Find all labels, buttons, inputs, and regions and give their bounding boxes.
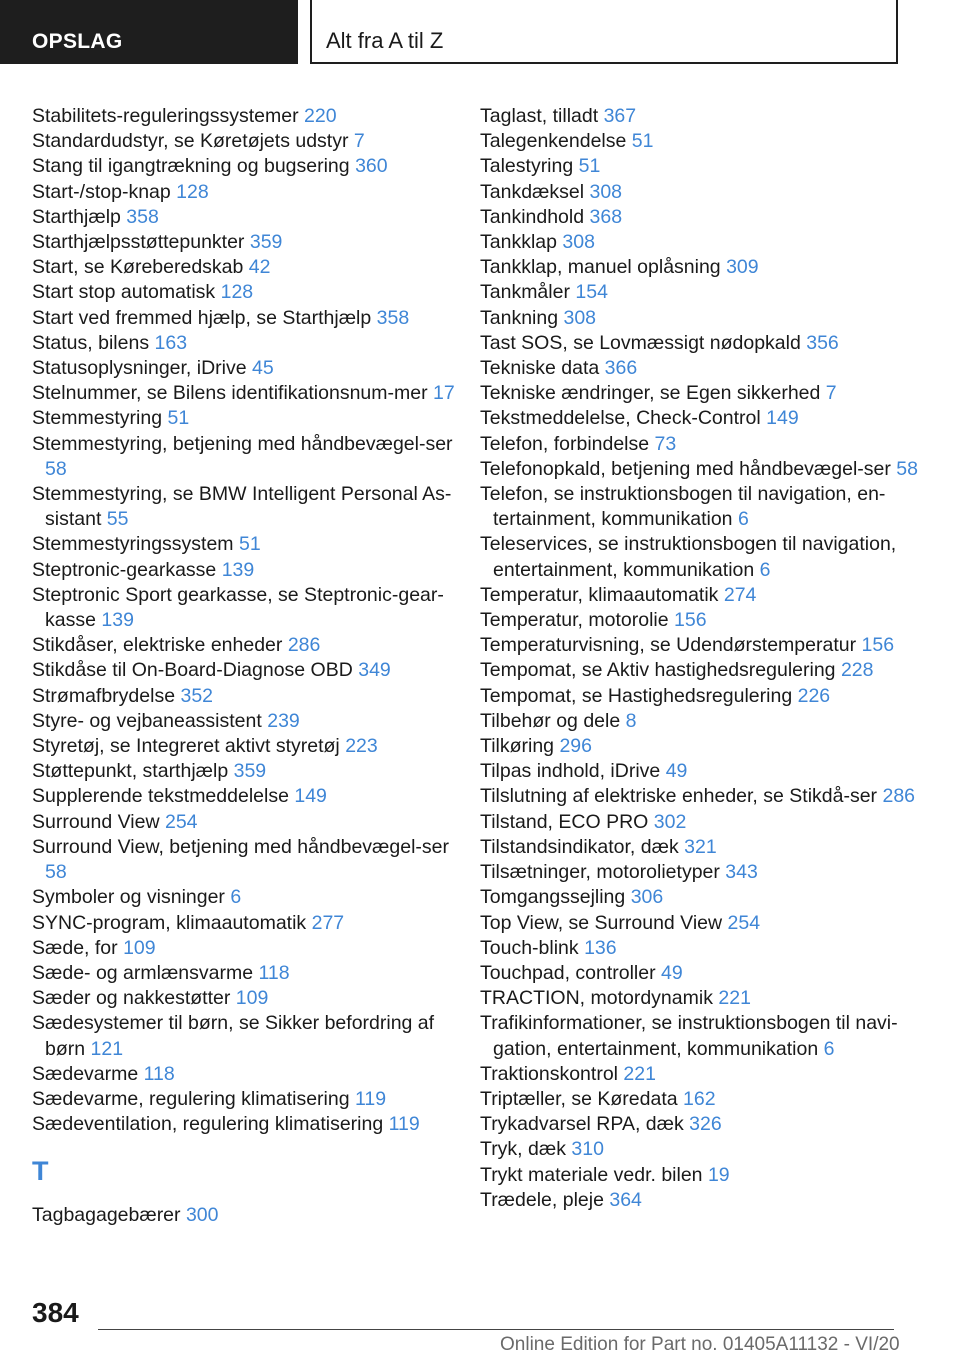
index-entry-text: Tankdæksel [480, 180, 585, 203]
page-link[interactable]: 226 [797, 684, 831, 707]
page-link[interactable]: 359 [233, 760, 267, 783]
index-entry-text: Start, se Køreberedskab [32, 256, 244, 279]
index-entry [480, 608, 940, 633]
page-link[interactable]: 58 [45, 457, 67, 480]
page-link[interactable]: 352 [180, 684, 214, 707]
index-entry [32, 406, 472, 431]
index-entry-text: Telefonopkald, betjening med håndbevægel-ser [480, 457, 891, 480]
index-entry-text: Touch-blink [480, 936, 579, 959]
page-link[interactable]: 221 [623, 1062, 656, 1085]
index-entry [32, 255, 472, 280]
index-entry [32, 280, 472, 305]
index-entry [32, 1062, 472, 1087]
index-entry-text: Statusoplysninger, iDrive [32, 357, 247, 380]
chapter-title: Alt fra A til Z [326, 28, 444, 53]
index-entry-text: Starthjælpsstøttepunkter [32, 231, 245, 254]
index-entry [480, 406, 940, 431]
page-link[interactable]: 51 [631, 130, 654, 153]
index-entry [480, 810, 940, 835]
index-entry [480, 684, 940, 709]
index-entry-text: Telefon, forbindelse [480, 432, 650, 455]
index-entry [480, 1137, 940, 1162]
page-link[interactable]: 163 [154, 331, 188, 354]
page-link[interactable]: 306 [630, 886, 664, 909]
index-entry [480, 432, 940, 457]
page-link[interactable]: 149 [766, 407, 799, 430]
page-link[interactable]: 119 [354, 1087, 387, 1110]
index-entry [480, 1011, 940, 1061]
index-entry-text: Strømafbrydelse [32, 684, 176, 707]
index-entry [480, 936, 940, 961]
page-link[interactable]: 128 [220, 281, 254, 304]
index-entry [32, 658, 472, 683]
page-link[interactable]: 49 [661, 961, 683, 984]
page-link[interactable]: 356 [806, 331, 839, 354]
page-link[interactable]: 300 [185, 1203, 219, 1226]
index-column-left [32, 104, 472, 1228]
page-link[interactable]: 223 [345, 735, 378, 758]
page-link[interactable]: 154 [575, 281, 608, 304]
index-entry-text: Stemmestyring, se BMW Intelligent Personal As-sistant [32, 483, 452, 531]
index-entry-text: Trykt materiale vedr. bilen [480, 1163, 703, 1186]
page-link[interactable]: 302 [653, 810, 687, 833]
index-entry-text: Supplerende tekstmeddelelse [32, 785, 289, 808]
page-link[interactable]: 139 [101, 609, 134, 632]
index-entry-text: Tankmåler [480, 281, 570, 304]
index-entry [480, 381, 940, 406]
index-entry-text: Talegenkendelse [480, 130, 627, 153]
index-entry-text: Start-/stop-knap [32, 180, 171, 203]
page-link[interactable]: 286 [882, 785, 916, 808]
index-entry-text: Steptronic Sport gearkasse, se Steptronic-gear-kasse [32, 583, 444, 632]
index-entry-text: Triptæller, se Køredata [480, 1087, 678, 1110]
index-entry [32, 885, 472, 910]
page-link[interactable]: 296 [559, 735, 592, 758]
index-entry [480, 1112, 940, 1137]
page-link[interactable]: 162 [683, 1087, 716, 1110]
index-entry-text: Surround View, betjening med håndbevægel-ser [32, 835, 449, 858]
page-link[interactable]: 109 [123, 936, 156, 959]
index-entry [32, 759, 472, 784]
index-entry-text: Start stop automatisk [32, 281, 216, 304]
index-entry-text: Tast SOS, se Lovmæssigt nødopkald [480, 331, 801, 354]
index-entry [32, 129, 472, 154]
index-entry-text: Tilstandsindikator, dæk [480, 835, 679, 858]
section-tab [0, 0, 298, 64]
index-entry [32, 633, 472, 658]
page-header [0, 0, 960, 66]
index-entry [480, 129, 940, 154]
index-entry-text: Sædeventilation, regulering klimatisering [32, 1113, 384, 1136]
index-entry-text: Tryk, dæk [480, 1138, 566, 1161]
index-entry-text: Tomgangssejling [480, 886, 626, 909]
index-entry-text: SYNC-program, klimaautomatik [32, 911, 307, 934]
index-entry [480, 457, 940, 482]
index-entry-text: Trafikinformationer, se instruktionsbogen til navi-gation, entertainment, kommunikation [480, 1012, 898, 1060]
page-link[interactable]: 367 [603, 105, 637, 127]
section-label: OPSLAG [32, 30, 123, 53]
index-entry-text: Stang til igangtrækning og bugsering [32, 155, 350, 178]
index-entry-text: Tilslutning af elektriske enheder, se Stikdå-ser [480, 785, 878, 808]
index-entry-text: Start ved fremmed hjælp, se Starthjælp [32, 306, 372, 329]
index-entry [32, 331, 472, 356]
index-entry [480, 482, 940, 532]
index-entry-text: Symboler og visninger [32, 886, 225, 909]
page-link[interactable]: 51 [167, 407, 190, 430]
index-entry [32, 911, 472, 936]
page-link[interactable]: 7 [825, 382, 837, 405]
page-link[interactable]: 368 [589, 205, 623, 228]
index-entry [480, 230, 940, 255]
index-entry [32, 205, 472, 230]
page-link[interactable]: 6 [759, 558, 771, 581]
page-link[interactable]: 239 [267, 709, 300, 732]
index-entry [32, 1087, 472, 1112]
index-entry-text: Tilpas indhold, iDrive [480, 760, 661, 783]
index-entry [32, 734, 472, 759]
index-entry-text: Tagbagagebærer [32, 1203, 181, 1226]
index-entry [32, 936, 472, 961]
index-list-left-t [32, 1203, 472, 1228]
index-entry-text: Støttepunkt, starthjælp [32, 760, 229, 783]
index-entry [32, 835, 472, 885]
index-entry-text: Steptronic-gearkasse [32, 558, 217, 581]
page-number: 384 [32, 1297, 79, 1328]
index-entry-text: Stikdåse til On-Board-Diagnose OBD [32, 659, 353, 682]
index-entry-text: Tekniske data [480, 357, 600, 380]
section-letter: T [32, 1156, 49, 1187]
page-link[interactable]: 51 [238, 533, 261, 556]
page-link[interactable]: 156 [674, 609, 707, 632]
page-link[interactable]: 156 [861, 634, 895, 657]
index-entry [480, 860, 940, 885]
index-entry [480, 835, 940, 860]
index-entry-text: Trykadvarsel RPA, dæk [480, 1113, 684, 1136]
page-link[interactable]: 8 [625, 709, 637, 732]
index-entry [32, 381, 472, 406]
index-entry-text: Trædele, pleje [480, 1188, 604, 1211]
index-entry [480, 1062, 940, 1087]
index-entry [32, 583, 472, 633]
chapter-tab [310, 0, 898, 64]
page-link[interactable]: 51 [578, 155, 601, 178]
page-link[interactable]: 308 [563, 306, 597, 329]
page-link[interactable]: 308 [589, 180, 623, 203]
page-link[interactable]: 366 [604, 357, 638, 380]
page-link[interactable]: 139 [221, 558, 255, 581]
index-entry-text: Touchpad, controller [480, 961, 656, 984]
index-entry [480, 356, 940, 381]
index-entry [32, 558, 472, 583]
index-entry [32, 961, 472, 986]
index-entry-text: Surround View [32, 810, 160, 833]
index-entry-text: Sædevarme [32, 1062, 139, 1085]
page-link[interactable]: 49 [665, 760, 688, 783]
index-entry-text: Tilstand, ECO PRO [480, 810, 649, 833]
page-link[interactable]: 364 [609, 1188, 642, 1211]
index-entry-text: Stemmestyring [32, 407, 163, 430]
index-entry-text: Stabilitets-reguleringssystemer [32, 105, 299, 127]
index-entry [480, 709, 940, 734]
page-link[interactable]: 308 [562, 231, 595, 254]
index-entry-text: Tankindhold [480, 205, 585, 228]
index-entry [480, 255, 940, 280]
index-entry [32, 1203, 472, 1228]
page-link[interactable]: 109 [235, 987, 269, 1010]
index-entry [480, 306, 940, 331]
page-link[interactable]: 274 [723, 583, 757, 606]
index-entry-text: Traktionskontrol [480, 1062, 618, 1085]
page-link[interactable]: 118 [258, 961, 290, 984]
index-entry [480, 1188, 940, 1213]
index-entry-text: Sæder og nakkestøtter [32, 987, 231, 1010]
edition-footer: Online Edition for Part no. 01405A11132 - VI/20 [500, 1334, 900, 1355]
index-entry-text: Sædesystemer til børn, se Sikker befordring af børn [32, 1012, 435, 1060]
page-link[interactable]: 343 [725, 861, 758, 884]
index-entry [32, 532, 472, 557]
index-entry-text: Top View, se Surround View [480, 911, 723, 934]
page-link[interactable]: 128 [176, 180, 209, 203]
index-entry [480, 734, 940, 759]
index-entry-text: Status, bilens [32, 331, 150, 354]
index-entry-text: TRACTION, motordynamik [480, 987, 713, 1010]
index-entry-text: Tekniske ændringer, se Egen sikkerhed [480, 382, 821, 405]
index-entry [32, 684, 472, 709]
index-entry [480, 205, 940, 230]
index-list-left [32, 104, 472, 1137]
footer-divider [98, 1329, 894, 1330]
index-entry [32, 356, 472, 381]
page-link[interactable]: 254 [727, 911, 761, 934]
index-entry [32, 1011, 472, 1061]
page-link[interactable]: 358 [376, 306, 410, 329]
index-entry [480, 104, 940, 129]
index-entry [480, 658, 940, 683]
page-link[interactable]: 277 [311, 911, 345, 934]
page-link[interactable]: 7 [353, 130, 365, 153]
page-link[interactable]: 119 [388, 1113, 420, 1136]
page-link[interactable]: 17 [433, 382, 455, 405]
index-entry [32, 432, 472, 482]
index-entry [480, 961, 940, 986]
page-link[interactable]: 42 [248, 256, 271, 279]
index-entry [32, 180, 472, 205]
index-entry [32, 306, 472, 331]
index-entry [32, 482, 472, 532]
index-entry-text: Stelnummer, se Bilens identifikationsnum-mer [32, 382, 428, 405]
page-link[interactable]: 6 [823, 1037, 835, 1060]
page-link[interactable]: 358 [126, 205, 159, 228]
index-entry-text: Temperatur, motorolie [480, 609, 669, 632]
index-entry-text: Standardudstyr, se Køretøjets udstyr [32, 130, 349, 153]
page-link[interactable]: 349 [358, 659, 391, 682]
index-entry [480, 280, 940, 305]
index-entry [480, 784, 940, 809]
page-link[interactable]: 221 [718, 987, 751, 1010]
index-entry-text: Taglast, tilladt [480, 105, 599, 127]
index-entry-text: Tilbehør og dele [480, 709, 621, 732]
page-link[interactable]: 286 [287, 634, 321, 657]
index-entry-text: Temperatur, klimaautomatik [480, 583, 719, 606]
index-entry-text: Sædevarme, regulering klimatisering [32, 1087, 350, 1110]
index-entry-text: Tempomat, se Aktiv hastighedsregulering [480, 659, 836, 682]
index-entry [480, 583, 940, 608]
index-entry-text: Tankklap [480, 231, 557, 254]
index-entry-text: Tilkøring [480, 735, 555, 758]
index-entry [480, 633, 940, 658]
index-entry [32, 986, 472, 1011]
page-link[interactable]: 309 [726, 256, 759, 279]
page-link[interactable]: 58 [45, 861, 67, 884]
index-entry [480, 532, 940, 582]
page-link[interactable]: 58 [896, 457, 918, 480]
index-entry [32, 810, 472, 835]
index-entry-text: Styre- og vejbaneassistent [32, 709, 262, 732]
index-entry-text: Styretøj, se Integreret aktivt styretøj [32, 735, 340, 758]
index-entry [480, 759, 940, 784]
page-link[interactable]: 149 [294, 785, 327, 808]
index-entry [32, 154, 472, 179]
index-entry-text: Tekstmeddelelse, Check-Control [480, 407, 761, 430]
index-entry-text: Sæde- og armlænsvarme [32, 961, 254, 984]
index-entry [480, 1163, 940, 1188]
index-entry-text: Stemmestyring, betjening med håndbevægel-ser [32, 432, 453, 455]
page-link[interactable]: 45 [252, 357, 274, 380]
index-entry [32, 784, 472, 809]
index-entry-text: Sæde, for [32, 936, 118, 959]
index-entry-text: Stemmestyringssystem [32, 533, 234, 556]
index-entry-text: Starthjælp [32, 205, 121, 228]
page-link[interactable]: 254 [164, 810, 198, 833]
index-entry [480, 911, 940, 936]
page-link[interactable]: 359 [249, 231, 283, 254]
index-list-right [480, 104, 940, 1213]
page-link[interactable]: 321 [684, 835, 717, 858]
index-entry [32, 230, 472, 255]
page-link[interactable]: 228 [840, 659, 874, 682]
index-entry-text: Teleservices, se instruktionsbogen til navigation, entertainment, kommunikation [480, 533, 897, 581]
index-entry [480, 885, 940, 910]
page-link[interactable]: 118 [143, 1062, 175, 1085]
index-entry [480, 331, 940, 356]
index-entry-text: Temperaturvisning, se Udendørstemperatur [480, 634, 857, 657]
page-link[interactable]: 73 [654, 432, 677, 455]
index-entry [32, 104, 472, 129]
page-link[interactable]: 326 [689, 1113, 722, 1136]
index-entry-text: Tempomat, se Hastighedsregulering [480, 684, 793, 707]
index-entry [480, 154, 940, 179]
index-column-right [480, 104, 940, 1213]
page-link[interactable]: 19 [707, 1163, 730, 1186]
index-entry [480, 1087, 940, 1112]
index-entry-text: Tankning [480, 306, 559, 329]
page-link[interactable]: 121 [90, 1037, 124, 1060]
index-entry [480, 180, 940, 205]
index-entry-text: Tankklap, manuel oplåsning [480, 256, 721, 279]
page-link[interactable]: 55 [106, 508, 129, 531]
index-entry [480, 986, 940, 1011]
page-link[interactable]: 6 [230, 886, 242, 909]
page-link[interactable]: 220 [304, 105, 337, 127]
index-entry-text: Stikdåser, elektriske enheder [32, 634, 283, 657]
index-entry-text: Talestyring [480, 155, 574, 178]
page-link[interactable]: 6 [737, 508, 749, 531]
index-entry-text: Telefon, se instruktionsbogen til navigation, en-tertainment, kommunikation [480, 483, 886, 531]
page-link[interactable]: 136 [584, 936, 617, 959]
page-link[interactable]: 310 [571, 1138, 604, 1161]
index-entry [32, 1112, 472, 1137]
index-entry-text: Tilsætninger, motorolietyper [480, 861, 720, 884]
page-link[interactable]: 360 [355, 155, 388, 178]
index-entry [32, 709, 472, 734]
